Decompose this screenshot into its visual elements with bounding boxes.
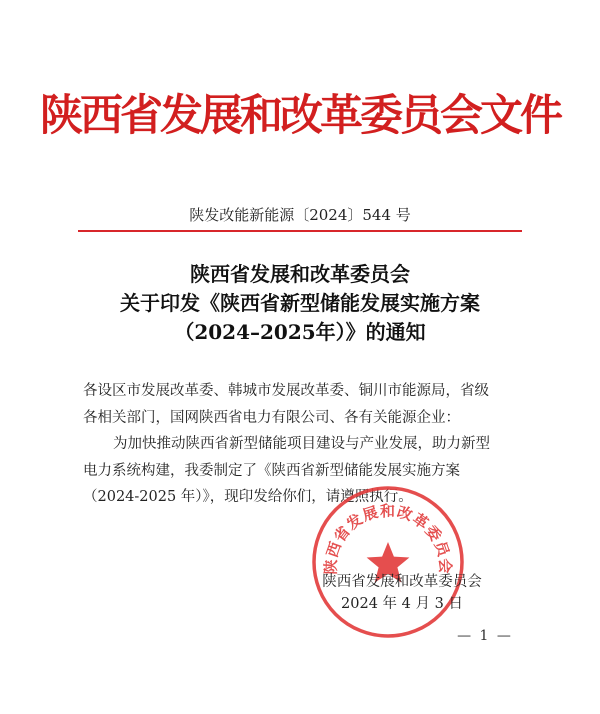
notice-title-line1: 陕西省发展和改革委员会 xyxy=(190,262,410,286)
signature-issuer: 陕西省发展和改革委员会 xyxy=(322,574,482,590)
document-header-title: 陕西省发展和改革委员会文件 xyxy=(40,91,560,141)
recipients-line2: 各相关部门，国网陕西省电力有限公司、各有关能源企业： xyxy=(83,409,460,426)
signature-date: 2024 年 4 月 3 日 xyxy=(341,596,463,612)
red-divider-line xyxy=(78,230,522,232)
signature-block xyxy=(302,571,502,615)
notice-title xyxy=(0,260,600,347)
document-number: 陕发改能新能源〔2024〕544 号 xyxy=(189,206,411,224)
notice-title-line2: 关于印发《陕西省新型储能发展实施方案 xyxy=(120,291,480,315)
page-number: — 1 — xyxy=(457,628,513,644)
notice-title-line3: （2024–2025年）》的通知 xyxy=(174,320,426,344)
body-paragraph-line1: 为加快推动陕西省新型储能项目建设与产业发展，助力新型 xyxy=(113,436,490,452)
body-paragraph-line3: （2024-2025 年）》，现印发给你们，请遵照执行。 xyxy=(83,489,413,505)
seal-text: 陕西省发展和改革委员会 xyxy=(321,502,455,575)
body-paragraph-line2: 电力系统构建，我委制定了《陕西省新型储能发展实施方案 xyxy=(83,462,460,479)
official-seal-stamp xyxy=(310,484,466,640)
recipients-line1: 各设区市发展改革委、韩城市发展改革委、铜川市能源局，省级 xyxy=(83,383,489,399)
